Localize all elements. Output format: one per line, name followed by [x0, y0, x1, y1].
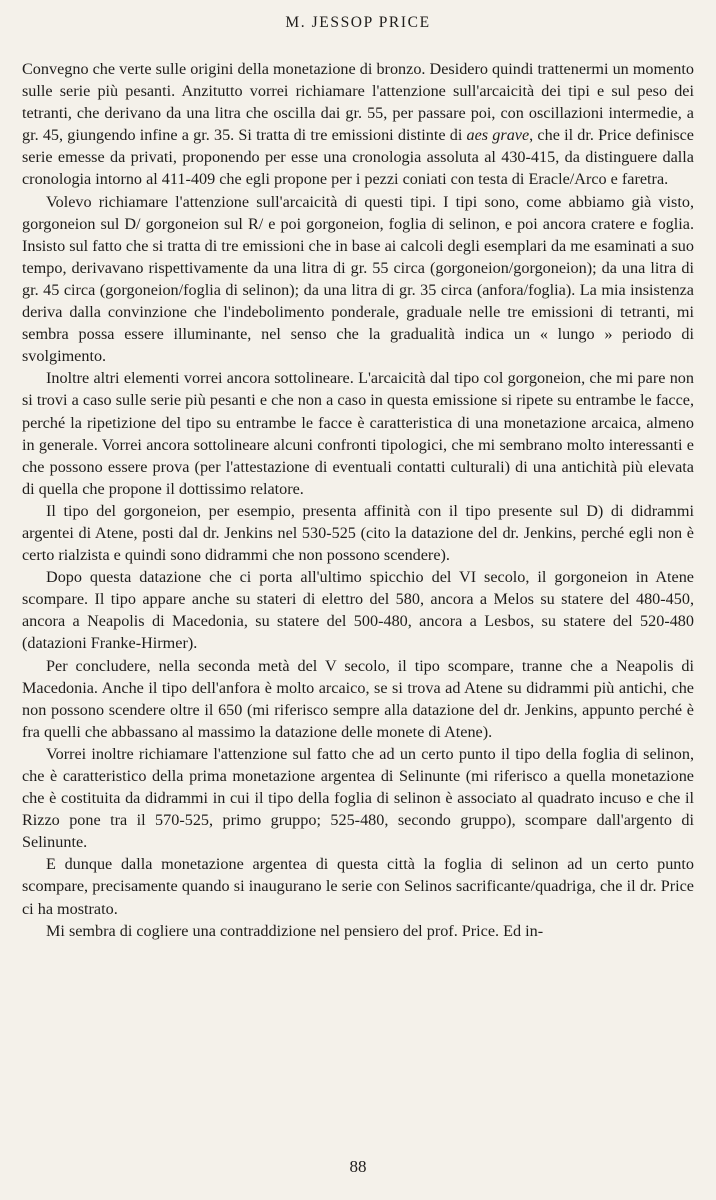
paragraph-1 — [22, 58, 694, 191]
paragraph-7: Vorrei inoltre richiamare l'attenzione sul fatto che ad un certo punto il tipo della foglia di selinon, che è caratteristico della prima monetazione argentea di Selinunte (mi riferisco a quella monetazione che è costituita da didrammi in cui il tipo della foglia di selinon è associato al quadrato incuso e che il Rizzo pone tra il 570-525, primo gruppo; 525-480, secondo gruppo), scompare dall'argento di Selinunte. — [22, 744, 694, 852]
paragraph-4: Il tipo del gorgoneion, per esempio, presenta affinità con il tipo presente sul D) di didrammi argentei di Atene, posti dal dr. Jenkins nel 530-525 (cito la datazione del dr. Jenkins, perché egli non è certo rialzista e quindi sono didrammi che non possono scendere). — [22, 501, 694, 565]
paragraph-1-part-b: , che il dr. Price definisce serie emesse da privati, proponendo per esse una cronologia assoluta al 430-415, da distinguere dalla cronologia intorno al 411-409 che egli propone per i pezzi coniati con testa di Eracle/Arco e faretra. — [22, 126, 694, 189]
paragraph-5: Dopo questa datazione che ci porta all'ultimo spicchio del VI secolo, il gorgoneion in Atene scompare. Il tipo appare anche su stateri di elettro del 580, ancora a Melos su statere del 480-450, ancora a Neapolis di Macedonia, su statere del 500-480, ancora a Lesbos, su statere del 520-480 (datazioni Franke-Hirmer). — [22, 568, 694, 653]
paragraph-8: E dunque dalla monetazione argentea di questa città la foglia di selinon ad un certo punto scompare, precisamente quando si inaugurano le serie con Selinos sacrificante/quadriga, che il dr. Price ci ha mostrato. — [22, 855, 694, 918]
paragraph-2: Volevo richiamare l'attenzione sull'arcaicità di questi tipi. I tipi sono, come abbiamo già visto, gorgoneion sul D/ gorgoneion sul R/ e poi gorgoneion, foglia di selinon, e poi ancora cratere e foglia. Insisto sul fatto che si tratta di tre emissioni che in base ai calcoli degli esemplari da me esaminati a suo tempo, derivavano rispettivamente da una litra di gr. 55 circa (gorgoneion/gorgoneion); da una litra di gr. 45 circa (gorgoneion/foglia di selinon); da una litra di gr. 35 circa (anfora/foglia). La mia insistenza deriva dalla convinzione che l'indebolimento ponderale, graduale nelle tre emissioni di tetranti, mi sembra possa essere illuminante, nel senso che la gradualità indica un « lungo » periodo di svolgimento. — [22, 192, 694, 366]
paragraph-3: Inoltre altri elementi vorrei ancora sottolineare. L'arcaicità dal tipo col gorgoneion, che mi pare non si trovi a caso sulle serie più pesanti e che non a caso in questa emissione si ripete su entrambe le facce, perché la ripetizione del tipo su entrambe le facce è caratteristica di una monetazione arcaica, almeno in generale. Vorrei ancora sottolineare alcuni confronti tipologici, che mi sembrano molto interessanti e che possono essere prova (per l'attestazione di eventuali contatti culturali) di una antichità più elevata di quella che propone il dottissimo relatore. — [22, 369, 694, 498]
body-text — [22, 58, 694, 942]
running-head: M. JESSOP PRICE — [285, 14, 431, 31]
paragraph-1-part-a: Convegno che verte sulle origini della monetazione di bronzo. Desidero quindi trattenermi un momento sulle serie più pesanti. Anzitutto vorrei richiamare l'attenzione sull'arcaicità dei tipi e sul peso dei tetranti, che derivano da una litra che oscilla dai gr. 55, per passare poi, con oscillazioni intermedie, a gr. 45, giungendo infine a gr. 35. Si tratta di tre emissioni distinte di — [22, 60, 694, 145]
paragraph-6: Per concludere, nella seconda metà del V secolo, il tipo scompare, tranne che a Neapolis di Macedonia. Anche il tipo dell'anfora è molto arcaico, se si trova ad Atene su didrammi più antichi, che non possono scendere oltre il 650 (mi riferisco sempre alla datazione del dr. Jenkins, appunto perché è fra quelli che abbassano al massimo la datazione delle monete di Atene). — [22, 656, 694, 741]
paragraph-9: Mi sembra di cogliere una contraddizione nel pensiero del prof. Price. Ed in- — [46, 921, 544, 940]
page-number: 88 — [349, 1157, 367, 1176]
aes-grave-italic: aes grave — [466, 126, 530, 145]
